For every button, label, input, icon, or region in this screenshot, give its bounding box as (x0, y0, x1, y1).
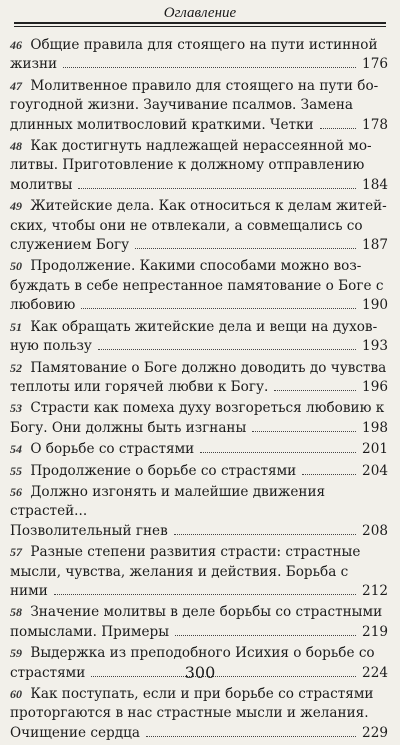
toc-entry-page: 219 (362, 623, 388, 640)
toc-entry (10, 257, 388, 315)
toc-entry-line (10, 318, 388, 337)
toc-entry-text: Позволительный гнев (10, 522, 168, 539)
toc-entry-text: Выдержка из преподобного Исихия о борьбе со (30, 645, 375, 662)
toc-entry-line (10, 217, 388, 236)
toc-entry-text: Житейские дела. Как относиться к делам житей- (30, 198, 387, 215)
toc-entry-line (10, 603, 388, 622)
toc-entry-number: 49 (10, 199, 22, 214)
toc-entry-last-line (10, 724, 388, 743)
toc-entry-text: ную пользу (10, 338, 92, 355)
toc-entry-line (10, 36, 388, 55)
toc-entry-text: проторгаются в нас страстные мысли и желания. (10, 705, 369, 722)
toc-entry-number: 57 (10, 545, 22, 560)
toc-entry-page: 212 (362, 582, 388, 599)
toc-entry-line (10, 77, 388, 96)
dot-leader (200, 452, 356, 453)
toc-entry (10, 197, 388, 255)
toc-entry-line (10, 543, 388, 562)
toc-entry-page: 184 (362, 176, 388, 193)
toc-entry-last-line (10, 440, 388, 459)
toc-entry-page: 204 (362, 462, 388, 479)
toc-entry-page: 178 (362, 116, 388, 133)
dot-leader (320, 128, 356, 129)
dot-leader (175, 635, 356, 636)
toc-entry-last-line (10, 296, 388, 315)
toc-entry-text: Как достигнуть надлежащей нерассеянной мо- (30, 138, 372, 155)
toc-entry-last-line (10, 337, 388, 356)
toc-entry-line (10, 156, 388, 175)
toc-entry-text: литвы. Приготовление к должному отправлению (10, 157, 365, 174)
toc-entry-line (10, 483, 388, 522)
toc-entry-text: Памятование о Боге должно доводить до чувства (30, 359, 387, 376)
toc-entry-text: Как поступать, если и при борьбе со страстями (30, 686, 374, 702)
toc-entry-last-line (10, 236, 388, 255)
toc-entry-text: Продолжение о борьбе со страстями (30, 462, 297, 479)
toc-entry-text: гоугодной жизни. Заучивание псалмов. Замена (10, 97, 354, 114)
toc-entry-text: любовию (10, 297, 76, 314)
toc-entry-text: молитвы (10, 176, 73, 193)
toc-entry-text: буждать в себе непрестанное памятование о Боге с (10, 277, 384, 294)
toc-entry-number: 47 (10, 78, 22, 93)
toc-entry-text: Разные степени развития страсти: страстные (30, 544, 361, 561)
dot-leader (174, 534, 356, 535)
toc-entry-last-line (10, 55, 388, 74)
toc-entry-number: 54 (10, 442, 22, 457)
table-of-contents (10, 36, 388, 745)
header-rule-thick (14, 22, 386, 24)
toc-entry-page: 176 (362, 56, 388, 73)
dot-leader (54, 594, 356, 595)
toc-entry-text: Значение молитвы в деле борьбы со страстными (30, 604, 383, 621)
toc-entry-last-line (10, 176, 388, 195)
dot-leader (274, 390, 356, 391)
toc-entry-number: 52 (10, 360, 22, 375)
running-header (14, 2, 386, 24)
toc-entry-line (10, 359, 388, 378)
toc-entry-last-line (10, 419, 388, 438)
toc-entry-page: 198 (362, 419, 388, 436)
toc-entry-text: помыслами. Примеры (10, 623, 170, 640)
toc-entry-page: 201 (362, 441, 388, 458)
dot-leader (98, 349, 356, 350)
toc-entry-text: жизни (10, 56, 58, 73)
toc-entry-number: 56 (10, 484, 22, 499)
toc-entry-text: Богу. Они должны быть изгнаны (10, 419, 247, 436)
toc-entry-line (10, 277, 388, 296)
toc-entry-page: 193 (362, 338, 388, 355)
toc-entry-number: 53 (10, 401, 22, 416)
toc-entry-last-line (10, 582, 388, 601)
dot-leader (135, 248, 356, 249)
toc-entry-text: Продолжение. Какими способами можно воз- (30, 258, 362, 275)
toc-entry-text: О борьбе со страстями (30, 441, 195, 458)
toc-entry-last-line (10, 522, 388, 541)
dot-leader (146, 736, 356, 737)
dot-leader (63, 67, 356, 68)
toc-entry-number: 46 (10, 38, 22, 52)
toc-entry (10, 359, 388, 398)
toc-entry (10, 399, 388, 438)
toc-entry-number: 60 (10, 687, 22, 701)
toc-entry-number: 55 (10, 463, 22, 478)
toc-entry-line (10, 563, 388, 582)
toc-entry-page: 190 (362, 297, 388, 314)
toc-entry-last-line (10, 623, 388, 642)
toc-entry-last-line (10, 462, 388, 481)
dot-leader (78, 188, 356, 189)
header-rule-thin (14, 26, 386, 27)
toc-entry-line (10, 96, 388, 115)
toc-entry-text: теплоты или горячей любви к Богу. (10, 378, 269, 395)
toc-entry (10, 440, 388, 459)
header-title: Оглавление (163, 5, 237, 21)
toc-entry-number: 59 (10, 646, 22, 661)
toc-entry-line (10, 399, 388, 418)
toc-entry-page: 187 (362, 237, 388, 254)
dot-leader (252, 431, 356, 432)
toc-entry (10, 462, 388, 481)
toc-entry-text: страстями (10, 664, 86, 681)
dot-leader (302, 474, 356, 475)
toc-entry (10, 603, 388, 642)
page-number: 300 (184, 663, 216, 682)
toc-entry-line (10, 685, 388, 704)
toc-entry-text: мысли, чувства, желания и действия. Борьба с (10, 563, 349, 580)
toc-entry (10, 77, 388, 135)
toc-entry-line (10, 704, 388, 723)
toc-entry-line (10, 644, 388, 663)
toc-entry-text: ских, чтобы они не отвлекали, а совмещались со (10, 217, 363, 234)
toc-entry-number: 48 (10, 139, 22, 154)
dot-leader (81, 308, 356, 309)
toc-entry-text: Как обращать житейские дела и вещи на духов- (30, 318, 378, 335)
toc-entry-text: Страсти как помеха духу возгореться любовию к (30, 400, 385, 417)
toc-entry-line (10, 137, 388, 156)
toc-entry-text: Молитвенное правило для стоящего на пути бо- (30, 77, 379, 94)
toc-entry (10, 36, 388, 75)
toc-entry-number: 50 (10, 259, 22, 274)
toc-entry (10, 685, 388, 743)
toc-entry-text: ними (10, 582, 48, 599)
toc-entry (10, 137, 388, 195)
toc-entry-last-line (10, 116, 388, 135)
toc-entry-text: Должно изгонять и малейшие движения страстей... (10, 483, 326, 520)
toc-entry-text: Общие правила для стоящего на пути истинной (30, 37, 378, 53)
toc-entry-text: Очищение сердца (10, 724, 140, 741)
toc-entry-page: 224 (362, 664, 388, 681)
toc-entry-page: 229 (362, 724, 388, 741)
toc-entry-line (10, 197, 388, 216)
toc-entry-page: 208 (362, 522, 388, 539)
toc-entry (10, 483, 388, 541)
toc-entry (10, 318, 388, 357)
toc-entry-page: 196 (362, 378, 388, 395)
toc-entry-text: служением Богу (10, 237, 130, 254)
toc-entry-text: длинных молитвословий краткими. Четки (10, 116, 314, 133)
toc-entry-line (10, 257, 388, 276)
toc-entry (10, 543, 388, 601)
toc-entry-number: 58 (10, 605, 22, 620)
toc-entry-number: 51 (10, 319, 22, 334)
toc-entry-last-line (10, 378, 388, 397)
